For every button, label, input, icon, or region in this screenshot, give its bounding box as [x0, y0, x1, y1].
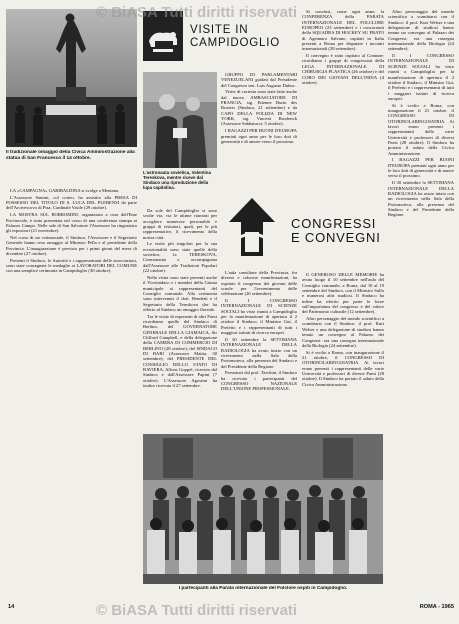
watermark-bottom: © BiASA Tutti diritti riservati: [96, 602, 298, 619]
col5-paragraph: Il 30 settembre la SETTIMANA INTERNAZIONALE DELLA RADIOLOGIA ha avuto inizio con un ricevimento nella Sala della Protomoteca, alla presenza del Sindaco e del Presidente della Regione.: [388, 180, 454, 218]
column-4-bottom: [302, 272, 384, 430]
col3-paragraph: I RAGAZZI PER BUONI D'EUROPA premiati ogni anno per le loro doti di generosità e di amore verso il prossimo.: [388, 157, 454, 179]
photo2-caption: L'astronauta sovietica, Valentina Tereskova, mentre riceve dal Sindaco una riproduzione della lupa capitolina.: [143, 170, 211, 191]
column-2: [143, 208, 217, 430]
col4a-paragraph: Il convegno è stato ospitato al Comune: ricordiamo i gruppi di congressisti della LEGA INTERNAZIONALE DI CHIRURGIA PLASTICA (26 ottobre) e del CORO DEI GIOVANI DELL'INDIA (4 ottobre).: [302, 53, 384, 85]
watermark-top: © BiASA Tutti diritti riservati: [96, 4, 298, 21]
col1-paragraph: L'Assessore Santini, col corteo, ha assistito alla PRESA DI POSSESSO DEL TITOLO DI S. LUCA DEL PLEBENSI da parte dell'Arcivescovo di Pisa, Cardinale Vasile (29 ottobre).: [6, 194, 137, 211]
col2-paragraph: Le visite più singolari per la sua eccezionalità sono state quelle della sovietica, la TERESKOVA, Cosmonauta e accompagnata dall'Assessore alle Tradizioni Popolari (22 ottobre).: [143, 241, 217, 274]
publication-footer: ROMA - 1965: [419, 604, 454, 610]
col3-paragraph: Visite di cortesia sono state fatte anche dal nuovo AMBASCIATORE DI FRANCIA, sig. Etienne Burin des Roziers (Sindaco, 21 settembre) e da CAPO DELLA POLIZIA DI NEW YORK, sig. Vincent Broderick (Assessore Sabbatucci, 5 ottobre).: [221, 89, 297, 127]
col5-paragraph: Presentati dal prof. Tarchini, il Sindaco ha ricevuto i partecipanti del CONGRESSO NAZIONALE DELL'UNIONE PROFESSIONALE.: [221, 370, 297, 392]
column-far-right: [388, 9, 454, 595]
congressi-heading-line1: CONGRESSI: [291, 216, 377, 231]
col5-paragraph: Il I CONGRESSO INTERNAZIONALE DI SCIENZE SOCIALI ha visto riuniti a Campidoglio per la manifestazione di apertura il 2 ottobre il Sindaco, il Ministro Gui, il Prefetto e i rappresentanti di tutti i maggiori istituti di ricerca europei.: [388, 53, 454, 101]
col4b-paragraph: Altro personaggio del mondo scientifico a scambiarsi con il Sindaco: il prof. Kurt Welser e una delegazione di studiosi hanno tenuto un convegno al Palazzo dei Congressi: era una rassegna internazionale della Biologia (24 settembre).: [302, 316, 384, 348]
page-number: 14: [8, 604, 15, 610]
col4b-paragraph: Il GENEROSO DELLE MEMORIE ha avuto luogo il 10 settembre nell'aula del Consiglio comunale, a Roma, dal 10 al 19 settembre del Sindaco, con il Ministro Sullo e numerosi altri studiosi. Il Sindaco ha infine ha riferito per parte le forze sull'importanza del congresso e del valore del Patrimonio culturale (12 settembre).: [302, 272, 384, 315]
col2-paragraph: Da sole del Campidoglio si sono svolte via, via le ultime riunioni per accogliere numerose personalità e gruppi di visitatori, quali, per le più rappresentative, il ricevimento della nostra città.: [143, 208, 217, 240]
folklore-group-photo: [143, 434, 383, 584]
col1-paragraph: Presenti il Sindaco, le Autorità e i rappresentanti delle associazioni, sono state consegnate le medaglie ai LAVORATORI DEL COMUNE con una semplice cerimonia in Campidoglio (30 ottobre).: [6, 257, 137, 274]
col4b-paragraph: Si è svolto a Roma, con inaugurazione il 21 ottobre, il CONGRESSO DI OTORINOLARINGOIATRIA. Ai lavori erano presenti i rappresentanti delle varie Università e professori di diversi Paesi (28 ottobre). Il Sindaco ha portato il saluto della Civica Amministrazione.: [388, 102, 454, 156]
col4b-paragraph: Altro personaggio del mondo scientifico a scambiarsi con il Sindaco: il prof. Kurt Welser e una delegazione di studiosi hanno tenuto un convegno al Palazzo dei Congressi: era una rassegna internazionale della Biologia (24 settembre).: [388, 9, 454, 52]
column-5: [221, 270, 297, 430]
col4a-paragraph: Si conclusi, come ogni anno, la CONFERENZA della PARATA INTERNAZIONALE DEL FOLCLORE EUROPEO (23 settembre) e i concorrenti della SQUADRA DI HOCKEY SU PRATO di Agennaro Salvano, ospitati in Italia presenti a Roma per disputare i incontri internazionali (28 settembre).: [302, 9, 384, 52]
statue-ceremony-photo: [6, 9, 137, 147]
tereskova-photo: [143, 72, 217, 168]
col1-paragraph: LA «CAMPAGNA» GARIBALDINA si svolge a Mentana.: [10, 188, 120, 193]
col2-paragraph: Nella visita sono state presenti anche il Vicesindaco e i membri della Giunta municipale ai rappresentanti del Consiglio comunale. Alla cerimonia sono intervenuti il dott. Bendetti e il Segretario della Tereskova che ha offerto al Sindaco un omaggio floreale.: [143, 274, 217, 312]
folklore-group-image: [143, 434, 383, 584]
col5-paragraph: Il I CONGRESSO INTERNAZIONALE DI SCIENZE SOCIALI ha visto riuniti a Campidoglio per la manifestazione di apertura il 2 ottobre il Sindaco, il Ministro Gui, il Prefetto e i rappresentanti di tutti i maggiori istituti di ricerca europei.: [221, 298, 297, 336]
visite-heading-line1: VISITE IN: [190, 24, 249, 36]
col5-paragraph: Il 30 settembre la SETTIMANA INTERNAZIONALE DELLA RADIOLOGIA ha avuto inizio con un ricevimento nella Sala della Protomoteca, alla presenza del Sindaco e del Presidente della Regione.: [221, 336, 297, 369]
tereskova-image: [143, 72, 217, 168]
col5-paragraph: L'aula consiliare della Provincia, fra diverse e calorose manifestazioni, ha ospitato il congresso dei giovani delle scuole per l'avvenimento delle celebrazioni (26 settembre).: [221, 270, 297, 297]
congressi-heading-line2: E CONVEGNI: [291, 230, 381, 245]
statue-ceremony-image: [6, 9, 137, 147]
col3-paragraph: I RAGAZZI PER BUONI D'EUROPA premiati ogni anno per le loro doti di generosità e di amore verso il prossimo.: [221, 128, 297, 144]
column-1: [6, 188, 137, 588]
col1-paragraph: LA MOSTRA SUL BORROMINI, organizzata a cura dell'Ente Provinciale, è stata presentata nel corso di una conferenza stampa ai Palazzo Campo. Nelle sale di San Salvatore l'Assessore ha ringraziato gli espositori (21 novembre).: [6, 212, 137, 234]
col2-paragraph: Tra le visite di esponenti di altri Paesi ricordiamo quelle del Sindaco di Berlino, del GOVERNATORE GENERALE DELLA GIAMAICA, Sir Clifford Campbell, e della delegazione della CAMERA DI COMMERCIO DI BERLINO (28 ottobre); del SINDACO DI BARI (Assessore Mattia, 30 settembre); del PRESIDENTE DEL CONSIGLIO DELLO STATO DI BAVIERA, Alfons Goppel, ricevuto dal Sindaco e dall'Assessore Papini (7 ottobre). L'Assessore Agostini ha inoltre ricevuto il 27 settembre.: [143, 313, 217, 389]
visite-heading-line2: CAMPIDOGLIO: [190, 37, 280, 49]
column-4-top: [302, 9, 384, 187]
congressi-heading-box: [221, 188, 381, 268]
column-3: [221, 72, 297, 182]
col3-paragraph: GRUPPO DI PARLAMENTARI VENEZUELANI guidati dal Presidente del Congresso sen. Luis Augusto Dubuc.: [221, 72, 297, 88]
congress-emblem-icon: [223, 192, 281, 262]
col1-paragraph: Nel corso di un cerimoniale, il Sindaco, l'Assessore e il Segretario Generale hanno reso omaggio al Ministro Pella e al presidente della Provincia. L'inaugurazione è prevista per i primi giorni del mese di dicembre (27 ottobre).: [6, 234, 137, 256]
photo1-caption: Il tradizionale omaggio della Civica Amministrazione alla statua di San Francesco il 14 ottobre.: [6, 150, 135, 161]
col4b-paragraph: Si è svolto a Roma, con inaugurazione il 21 ottobre, il CONGRESSO DI OTORINOLARINGOIATRIA. Ai lavori erano presenti i rappresentanti delle varie Università e professori di diversi Paesi (28 ottobre). Il Sindaco ha portato il saluto della Civica Amministrazione.: [302, 349, 384, 387]
photo3-caption: I partecipanti alla Parata internazionale del Folclore ospiti in Campidoglio.: [178, 586, 348, 591]
